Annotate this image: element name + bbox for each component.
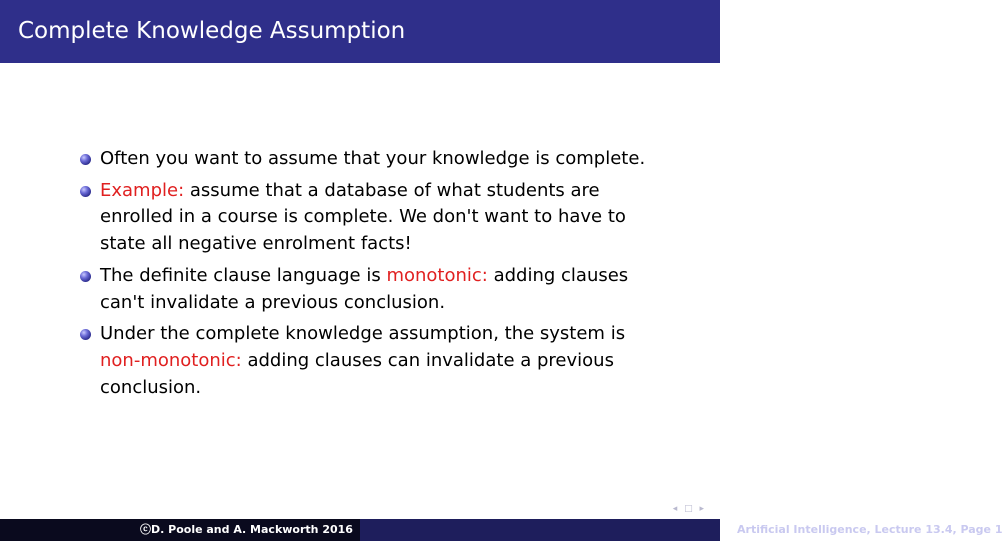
bullet-term: non-monotonic: (100, 349, 242, 371)
bullet-ball-icon (80, 271, 91, 282)
bullet-item (80, 321, 660, 401)
bullet-text: The definite clause language is (100, 264, 387, 286)
footer-lecture: Artificial Intelligence, Lecture 13.4, Page 1 (737, 523, 1003, 536)
title-bar (0, 0, 720, 63)
bullet-item (80, 146, 660, 173)
bullet-ball-icon (80, 154, 91, 165)
bullet-text: Often you want to assume that your knowledge is complete. (100, 148, 646, 169)
bullet-term: monotonic: (386, 264, 488, 286)
bullet-item (80, 263, 660, 316)
footer-bar (0, 519, 1003, 541)
bullet-text: adding clauses can't invalidate a previous conclusion. (100, 264, 629, 313)
bullet-text: assume that a database of what students are enrolled in a course is complete. We don't want to have to state all negative enrolment facts! (100, 179, 626, 255)
navigation-controls[interactable]: ◂ □ ▸ (672, 504, 706, 514)
footer-credit: ⓒD. Poole and A. Mackworth 2016 (140, 523, 353, 536)
slide-title: Complete Knowledge Assumption (18, 18, 406, 44)
footer-right-panel (360, 519, 1003, 541)
bullet-ball-icon (80, 186, 91, 197)
bullet-term: Example: (100, 179, 185, 201)
bullet-text: Under the complete knowledge assumption, the system is (100, 323, 626, 345)
footer-left-panel (0, 519, 360, 541)
bullet-text: adding clauses can invalidate a previous conclusion. (100, 349, 614, 398)
bullet-ball-icon (80, 329, 91, 340)
bullet-item (80, 178, 660, 258)
bullet-list (80, 146, 680, 406)
